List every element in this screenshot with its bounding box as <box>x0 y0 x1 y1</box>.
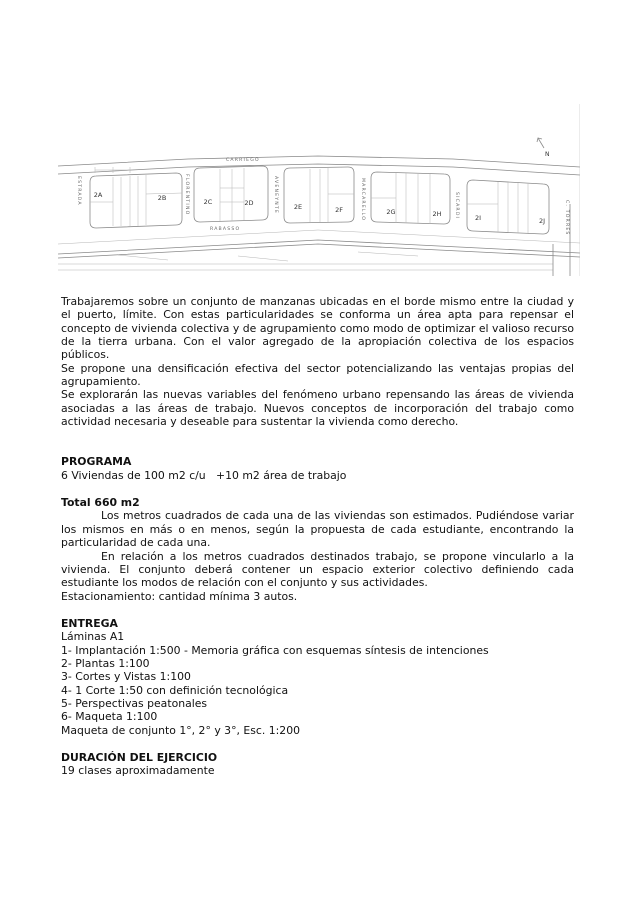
site-plan-drawing <box>58 104 580 276</box>
document-body <box>61 295 574 778</box>
lot-label-2g: 2G <box>386 208 396 216</box>
street-label-v1: ESTRADA <box>76 176 81 206</box>
north-arrow-icon <box>537 138 550 158</box>
street-label-v6: C. TORRES <box>564 200 569 236</box>
lot-label-2b: 2B <box>157 194 167 202</box>
lot-label-2i: 2I <box>474 214 482 222</box>
entrega-item: 4- 1 Corte 1:50 con definición tecnológica <box>61 683 289 697</box>
block-1 <box>90 173 182 228</box>
programa-paragraph-1: Los metros cuadrados de cada una de las viviendas son estimados. Pudiéndose variar los mismos en más o en menos, según la propuesta de cada estudiante, encontrando la particularidad de cada una. <box>61 509 574 550</box>
entrega-item: 3- Cortes y Vistas 1:100 <box>61 670 191 684</box>
block-2 <box>194 166 268 222</box>
street-label-bottom: RABASSO <box>210 227 241 232</box>
street-label-top: CARRIEGO <box>226 158 260 163</box>
lot-label-2d: 2D <box>244 199 254 207</box>
lot-label-2h: 2H <box>432 210 442 218</box>
entrega-item: Maqueta de conjunto 1°, 2° y 3°, Esc. 1:200 <box>61 723 301 737</box>
street-label-v5: SICARDI <box>454 192 459 220</box>
programa-line: 6 Viviendas de 100 m2 c/u +10 m2 área de trabajo <box>61 468 347 482</box>
svg-text:N: N <box>545 151 550 158</box>
entrega-item: Láminas A1 <box>61 630 125 644</box>
entrega-item: 5- Perspectivas peatonales <box>61 696 208 710</box>
lot-label-2j: 2J <box>538 217 546 225</box>
entrega-heading: ENTREGA <box>61 616 118 630</box>
entrega-item: 1- Implantación 1:500 - Memoria gráfica con esquemas síntesis de intenciones <box>61 643 489 657</box>
lot-label-2f: 2F <box>335 206 343 214</box>
lot-label-2a: 2A <box>93 191 103 199</box>
programa-paragraph-3: Estacionamiento: cantidad mínima 3 autos. <box>61 589 298 603</box>
street-label-v2: FLORENTINO <box>184 174 189 216</box>
entrega-item: 6- Maqueta 1:100 <box>61 710 158 724</box>
programa-heading: PROGRAMA <box>61 455 132 469</box>
street-lines <box>58 104 580 276</box>
intro-paragraph-3: Se explorarán las nuevas variables del fenómeno urbano repensando las áreas de vivienda asociadas a las áreas de trabajo. Nuevos conceptos de incorporación del trabajo como actividad necesaria y deseable para sustentar la vivienda como derecho. <box>61 388 574 429</box>
programa-paragraph-2: En relación a los metros cuadrados destinados trabajo, se propone vincularlo a la vivienda. El conjunto deberá contener un espacio exterior colectivo definiendo cada estudiante los modos de relación con el conjunto y sus actividades. <box>61 549 574 590</box>
intro-paragraph-1: Trabajaremos sobre un conjunto de manzanas ubicadas en el borde mismo entre la ciudad y el puerto, límite. Con estas particularidades se conforma un área apta para repensar el concepto de vivienda colectiva y de agrupamiento como modo de optimizar el valioso recurso de la tierra urbana. Con el valor agregado de la apropiación colectiva de los espacios públicos. <box>61 295 574 362</box>
block-3 <box>284 167 354 223</box>
block-5 <box>467 180 549 234</box>
duracion-text: 19 clases aproximadamente <box>61 764 215 778</box>
lot-label-2e: 2E <box>293 203 303 211</box>
programa-total: Total 660 m2 <box>61 496 140 510</box>
entrega-item: 2- Plantas 1:100 <box>61 656 150 670</box>
intro-paragraph-2: Se propone una densificación efectiva del sector potencializando las ventajas propias del agrupamiento. <box>61 361 574 389</box>
street-label-v4: MARCARELLO <box>360 178 365 222</box>
lot-label-2c: 2C <box>203 198 213 206</box>
duracion-heading: DURACIÓN DEL EJERCICIO <box>61 750 218 764</box>
street-label-v3: AVENEYNTE <box>273 176 278 214</box>
